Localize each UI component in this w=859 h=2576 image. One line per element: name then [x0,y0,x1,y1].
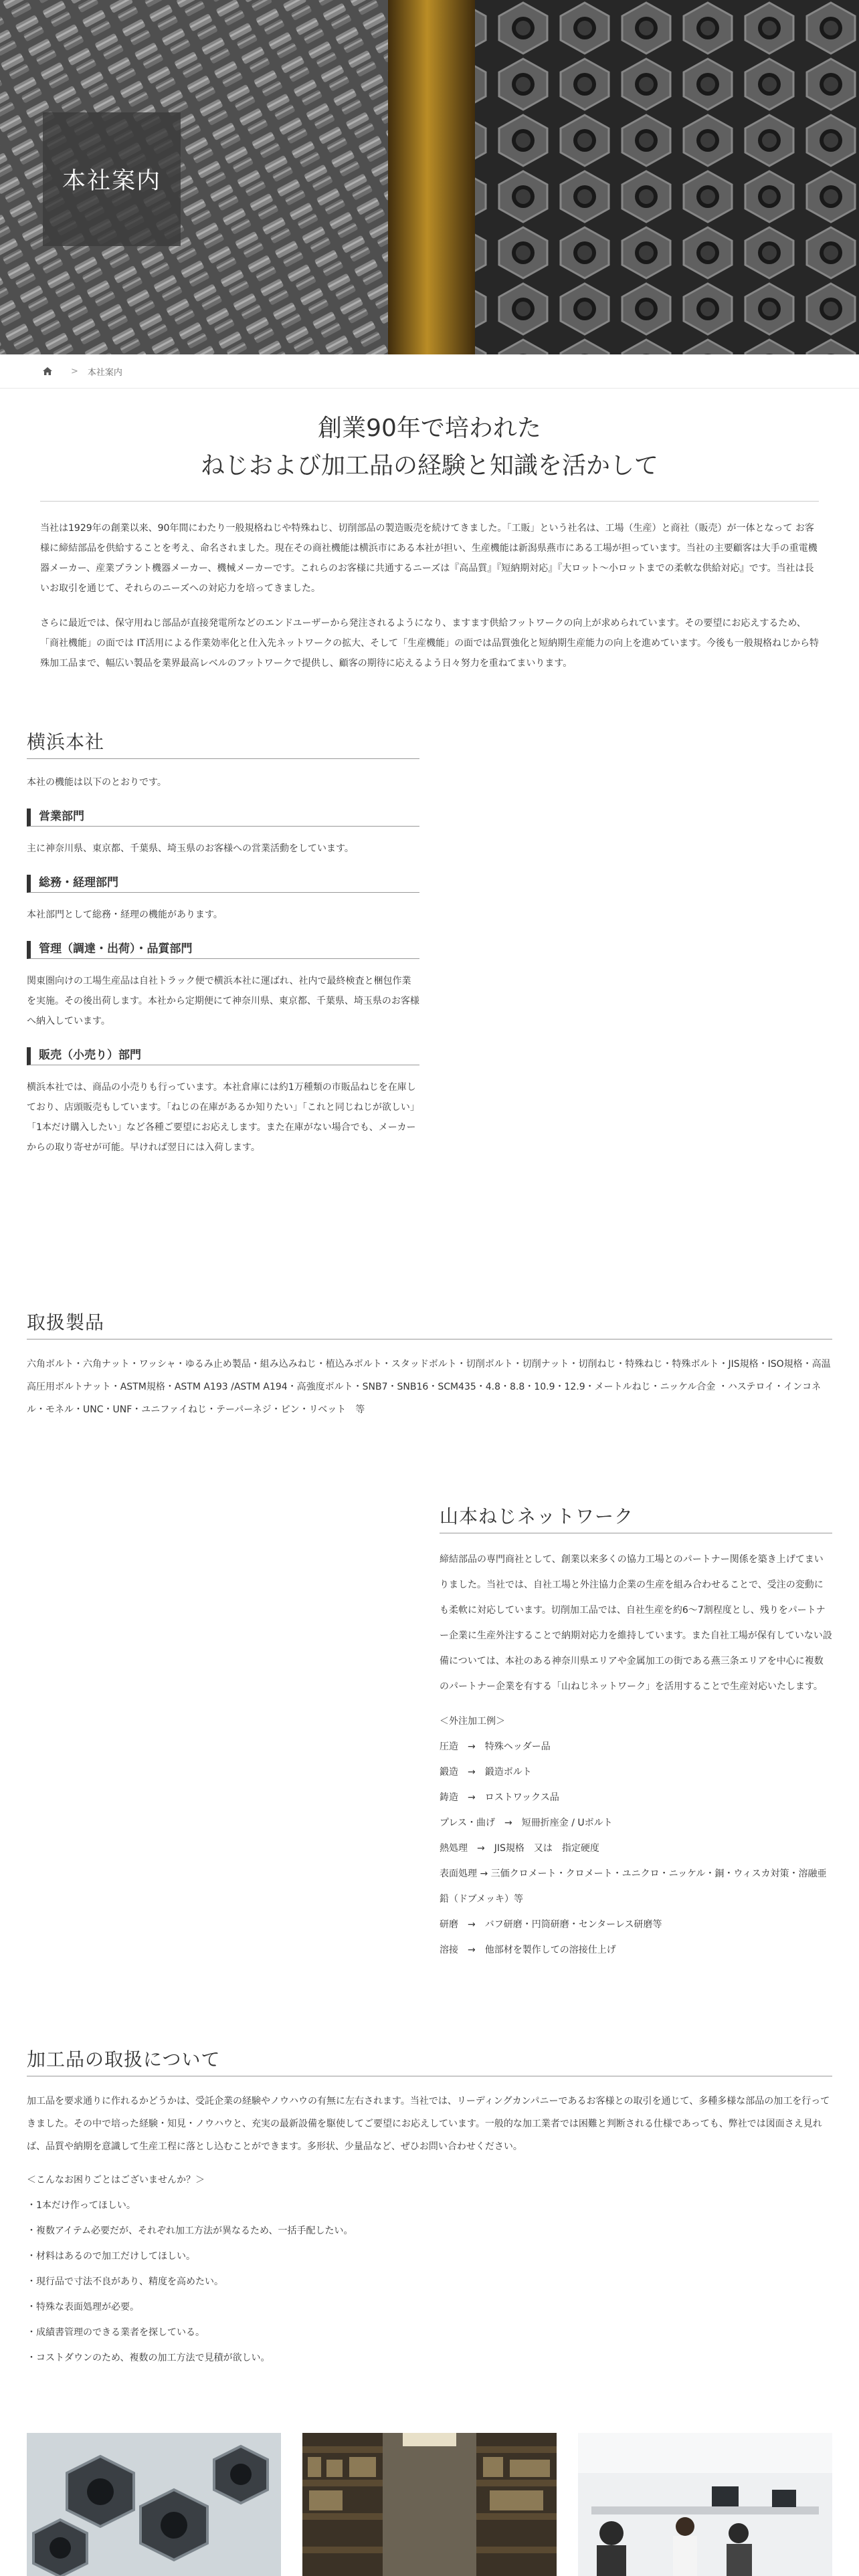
sales-dept-text: 主に神奈川県、東京都、千葉県、埼玉県のお客様への営業活動をしています。 [27,843,354,854]
warehouse-photo [302,2433,557,2576]
processing-title: 加工品の取扱について [27,2045,832,2076]
yokohama-title: 横浜本社 [27,728,419,759]
troubles-title: ＜こんなお困りごとはございませんか？＞ [27,2175,205,2185]
headline-line2: ねじおよび加工品の経験と知識を活かして [200,452,658,479]
trouble-item: ・特殊な表面処理が必要。 [27,2302,139,2313]
network-title: 山本ねじネットワーク [440,1502,832,1533]
quality-dept-text: 関東圏向けの工場生産品は自社トラック便で横浜本社に運ばれ、社内で最終検査と梱包作業を実施。その後出荷します。本社から定期便にて神奈川県、東京都、千葉県、埼玉県のお客様へ納入しています。 [27,976,419,1027]
process-item: 溶接 → 他部材を製作しての溶接仕上げ [440,1945,616,1955]
retail-dept-title: 販売（小売り）部門 [27,1047,419,1065]
quality-dept-title: 管理（調達・出荷）・品質部門 [27,941,419,959]
products-section [27,1308,832,1421]
page-title: 本社案内 [62,168,161,195]
headline [0,410,859,485]
products-title: 取扱製品 [27,1308,832,1339]
home-icon[interactable] [43,367,52,375]
intro-paragraph-1: 当社は1929年の創業以来、90年間にわたり一般規格ねじや特殊ねじ、切削部品の製造販売を続けてきました。「工販」という社名は、工場（生産）と商社（販売）が一体となって お客様に締結部品を供給することを考え、命名されました。現在その商社機能は横浜市にある本社が担い、生産機能は新潟県燕市にある工場が担っています。当社の主要顧客は大手の重電機器メーカー、産業プラント機器メーカー、機械メーカーです。これらのお客様に共通するニーズは『高品質』『短納期対応』『大ロット〜小ロットまでの柔軟な供給対応』です。当社は長いお取引を通じて、それらのニーズへの対応力を培ってきました。 [40,523,818,595]
network-list-title: ＜外注加工例＞ [440,1716,505,1727]
troubles-list [27,2193,832,2371]
sales-dept-title: 営業部門 [27,809,419,827]
retail-dept-text: 横浜本社では、商品の小売りも行っています。本社倉庫には約1万種類の市販品ねじを在庫しており、店頭販売もしています。「ねじの在庫があるか知りたい」「これと同じねじが欲しい」「1本だけ購入したい」など各種ご要望にお応えします。また在庫がない場合でも、メーカーからの取り寄せが可能。早ければ翌日には入荷します。 [27,1082,419,1153]
process-list [440,1734,832,1963]
trouble-item: ・複数アイテム必要だが、それぞれ加工方法が異なるため、一括手配したい。 [27,2226,353,2236]
process-item: 鍛造 → 鍛造ボルト [440,1767,532,1778]
headline-line1: 創業90年で培われた [318,415,541,442]
admin-dept-title: 総務・経理部門 [27,875,419,893]
processing-text: 加工品を要求通りに作れるかどうかは、受託企業の経験やノウハウの有無に左右されます。当社では、リーディングカンパニーであるお客様との取引を通じて、多種多様な部品の加工を行ってきました。その中で培った経験・知見・ノウハウと、充実の最新設備を駆使してご要望にお応えしています。一般的な加工業者では困難と判断される仕様であっても、弊社では図面さえ見れば、品質や納期を意識して生産工程に落とし込むことができます。多形状、少量品など、ぜひお問い合わせください。 [27,2096,830,2152]
nuts-photo [27,2433,281,2576]
trouble-item: ・成績書管理のできる業者を探している。 [27,2327,205,2338]
process-item: 表面処理 → 三価クロメート・クロメート・ユニクロ・ニッケル・銅・ウィスカ対策・溶融亜鉛（ドブメッキ）等 [440,1868,827,1905]
yokohama-section [27,728,419,1158]
products-text: 六角ボルト・六角ナット・ワッシャ・ゆるみ止め製品・組み込みねじ・植込みボルト・スタッドボルト・切削ボルト・切削ナット・切削ねじ・特殊ねじ・特殊ボルト・JIS規格・ISO規格・高温高圧用ボルトナット・ASTM規格・ASTM A193 /ASTM A194・高強度ボルト・SNB7・SNB16・SCM435・4.8・8.8・10.9・12.9・メートルねじ・ニッケル合金 ・ハステロイ・インコネル・モネル・UNC・UNF・ユニファイねじ・テーパーネジ・ピン・リベット 等 [27,1359,831,1415]
intro-paragraph-2: さらに最近では、保守用ねじ部品が直接発電所などのエンドユーザーから発注されるようになり、ますます供給フットワークの向上が求められています。その要望にお応えするため、「商社機能」の面では IT活用による作業効率化と仕入先ネットワークの拡大、そして「生産機能」の面では品質強化と短納期生産能力の向上を進めています。今後も一般規格ねじから特殊加工品まで、幅広い製品を業界最高レベルのフットワークで提供し、顧客の期待に応えるよう日々努力を重ねてまいります。 [40,618,820,669]
breadcrumb-separator: > [71,366,78,377]
breadcrumb [0,354,859,389]
headline-divider [40,501,819,502]
trouble-item: ・現行品で寸法不良があり、精度を高めたい。 [27,2276,223,2287]
network-section [440,1502,832,1963]
process-item: 鋳造 → ロストワックス品 [440,1792,559,1803]
processing-section [27,2045,832,2371]
process-item: 研磨 → バフ研磨・円筒研磨・センターレス研磨等 [440,1919,662,1930]
network-text: 締結部品の専門商社として、創業以来多くの協力工場とのパートナー関係を築き上げてまいりました。当社では、自社工場と外注協力企業の生産を組み合わせることで、受注の変動にも柔軟に対応しています。切削加工品では、自社生産を約6〜7割程度とし、残りをパートナー企業に生産外注することで納期対応力を維持しています。また自社工場が保有していない設備については、本社のある神奈川県エリアや金属加工の街である燕三条エリアを中心に複数のパートナー企業を有する「山ねじネットワーク」を活用することで生産対応いたします。 [440,1554,832,1692]
trouble-item: ・材料はあるので加工だけしてほしい。 [27,2251,195,2262]
photo-gallery [27,2433,832,2576]
admin-dept-text: 本社部門として総務・経理の機能があります。 [27,909,223,920]
process-item: 圧造 → 特殊ヘッダー品 [440,1741,551,1752]
breadcrumb-current: 本社案内 [87,367,122,378]
hero-banner [0,0,859,354]
trouble-item: ・コストダウンのため、複数の加工方法で見積が欲しい。 [27,2353,270,2363]
trouble-item: ・1本だけ作ってほしい。 [27,2200,136,2211]
office-photo [578,2433,832,2576]
yokohama-intro: 本社の機能は以下のとおりです。 [27,777,167,788]
process-item: 熱処理 → JIS規格 又は 指定硬度 [440,1843,599,1854]
hero-title-box [43,112,181,246]
process-item: プレス・曲げ → 短冊折座金 / Uボルト [440,1818,613,1828]
